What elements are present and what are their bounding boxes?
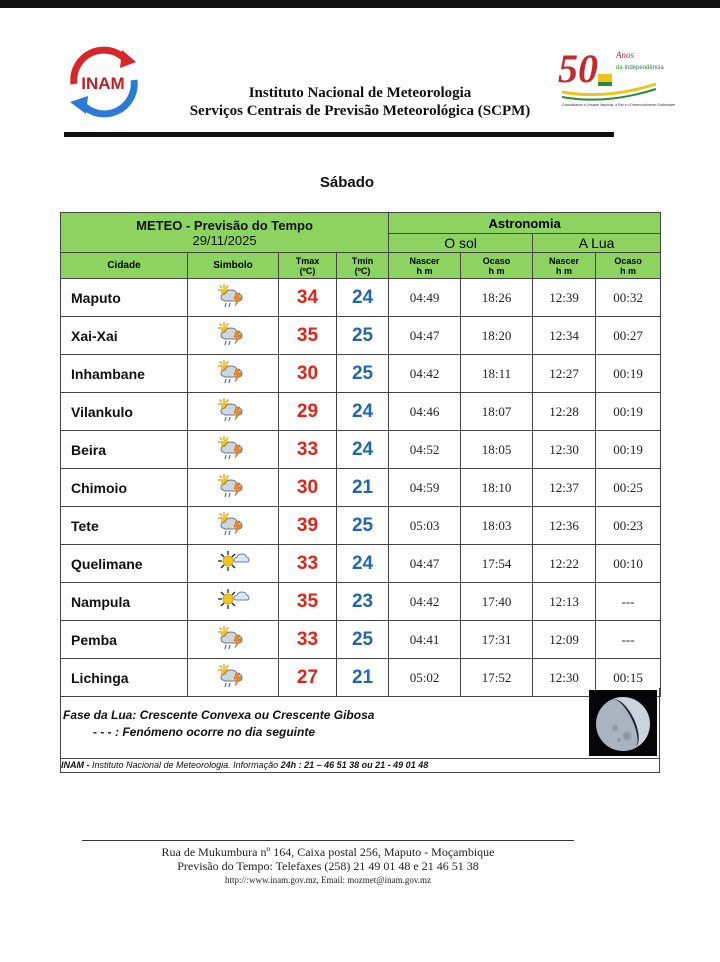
- col-moonset-label: Ocaso: [614, 255, 642, 266]
- anniversary-word: Anos: [616, 50, 634, 60]
- sun-header: O sol: [389, 234, 533, 253]
- tmin-cell: 24: [337, 431, 389, 469]
- anniversary-sub: da Independência: [616, 65, 664, 71]
- sunset-cell: 18:10: [461, 469, 533, 507]
- storm-cloud-icon: [188, 355, 279, 393]
- moonrise-cell: 12:27: [533, 355, 596, 393]
- sunrise-cell: 04:59: [389, 469, 461, 507]
- moonset-cell: 00:19: [596, 431, 661, 469]
- tmin-cell: 23: [337, 583, 389, 621]
- table-row: [61, 469, 661, 507]
- sunset-cell: 17:54: [461, 545, 533, 583]
- tmax-cell: 33: [279, 621, 337, 659]
- top-bar: [0, 0, 720, 8]
- col-tmin: [337, 253, 389, 279]
- forecast-table: [60, 212, 661, 697]
- sunset-cell: 17:31: [461, 621, 533, 659]
- city-cell: Quelimane: [61, 545, 188, 583]
- tmax-cell: 34: [279, 279, 337, 317]
- table-row: [61, 393, 661, 431]
- moonset-cell: ---: [596, 621, 661, 659]
- tmax-cell: 33: [279, 431, 337, 469]
- city-cell: Xai-Xai: [61, 317, 188, 355]
- tmin-cell: 25: [337, 621, 389, 659]
- sunrise-cell: 04:46: [389, 393, 461, 431]
- info-line: [60, 758, 660, 773]
- table-row: [61, 355, 661, 393]
- moonrise-cell: 12:28: [533, 393, 596, 431]
- table-row: [61, 583, 661, 621]
- col-sunset-label: Ocaso: [482, 255, 511, 266]
- city-cell: Tete: [61, 507, 188, 545]
- sunset-cell: 18:26: [461, 279, 533, 317]
- city-cell: Beira: [61, 431, 188, 469]
- tmax-cell: 29: [279, 393, 337, 431]
- moonrise-cell: 12:09: [533, 621, 596, 659]
- sunrise-cell: 04:47: [389, 317, 461, 355]
- organization-title: [150, 84, 570, 120]
- next-day-note: - - - : Fenómeno ocorre no dia seguinte: [93, 725, 316, 739]
- col-tmax: [279, 253, 337, 279]
- storm-cloud-icon: [188, 393, 279, 431]
- sunrise-cell: 04:41: [389, 621, 461, 659]
- sunrise-cell: 04:49: [389, 279, 461, 317]
- sunset-cell: 18:05: [461, 431, 533, 469]
- moonrise-cell: 12:39: [533, 279, 596, 317]
- meteo-header: [61, 213, 389, 253]
- meteo-title: METEO - Previsão do Tempo: [136, 217, 313, 233]
- col-moonrise-unit: h m: [556, 265, 573, 276]
- tmax-cell: 33: [279, 545, 337, 583]
- col-tmax-unit: (ºC): [299, 265, 316, 276]
- col-city: Cidade: [61, 253, 188, 279]
- table-row: [61, 545, 661, 583]
- sunrise-cell: 05:02: [389, 659, 461, 697]
- sunrise-cell: 04:47: [389, 545, 461, 583]
- forecast-day: Sábado: [319, 174, 375, 191]
- table-row: [61, 431, 661, 469]
- footer: [82, 845, 574, 887]
- storm-cloud-icon: [188, 621, 279, 659]
- sun-cloud-icon: [188, 583, 279, 621]
- moonset-cell: 00:32: [596, 279, 661, 317]
- city-cell: Lichinga: [61, 659, 188, 697]
- moonrise-cell: 12:30: [533, 431, 596, 469]
- moonset-cell: 00:15: [596, 659, 661, 697]
- city-cell: Chimoio: [61, 469, 188, 507]
- anniversary-motto: Consolidando a Unidade Nacional, a Paz e o Desenvolvimento Sustentável: [562, 103, 676, 107]
- anniversary-logo: [556, 44, 676, 110]
- footer-divider: [82, 840, 574, 841]
- moonset-cell: 00:19: [596, 393, 661, 431]
- moonset-cell: ---: [596, 583, 661, 621]
- anniversary-number: 50: [558, 46, 598, 91]
- col-sunrise-unit: h m: [416, 265, 433, 276]
- info-text: Instituto Nacional de Meteorologia. Informação: [89, 760, 281, 770]
- col-moonrise-label: Nascer: [549, 255, 580, 266]
- tmax-cell: 30: [279, 355, 337, 393]
- table-row: [61, 507, 661, 545]
- storm-cloud-icon: [188, 317, 279, 355]
- moon-phase-icon: [589, 690, 657, 756]
- moonset-cell: 00:25: [596, 469, 661, 507]
- sunset-cell: 17:40: [461, 583, 533, 621]
- tmin-cell: 25: [337, 355, 389, 393]
- moonrise-cell: 12:37: [533, 469, 596, 507]
- tmin-cell: 21: [337, 659, 389, 697]
- tmin-cell: 24: [337, 545, 389, 583]
- storm-cloud-icon: [188, 507, 279, 545]
- info-phone: 24h : 21 – 46 51 38 ou 21 - 49 01 48: [280, 760, 429, 770]
- tmax-cell: 39: [279, 507, 337, 545]
- moon-header: A Lua: [533, 234, 661, 253]
- tmin-cell: 21: [337, 469, 389, 507]
- moonrise-cell: 12:36: [533, 507, 596, 545]
- col-tmin-unit: (ºC): [354, 265, 371, 276]
- footer-address: Rua de Mukumbura nº 164, Caixa postal 256, Maputo - Moçambique: [161, 845, 495, 859]
- moonrise-cell: 12:13: [533, 583, 596, 621]
- forecast-date: 29/11/2025: [192, 232, 257, 248]
- tmax-cell: 30: [279, 469, 337, 507]
- col-symbol: Simbolo: [188, 253, 279, 279]
- table-row: [61, 317, 661, 355]
- moonrise-cell: 12:34: [533, 317, 596, 355]
- info-brand: INAM -: [61, 760, 90, 770]
- city-cell: Inhambane: [61, 355, 188, 393]
- tmax-cell: 35: [279, 583, 337, 621]
- storm-cloud-icon: [188, 431, 279, 469]
- tmin-cell: 24: [337, 279, 389, 317]
- tmin-cell: 25: [337, 507, 389, 545]
- sunrise-cell: 04:52: [389, 431, 461, 469]
- sunrise-cell: 04:42: [389, 355, 461, 393]
- tmin-cell: 25: [337, 317, 389, 355]
- storm-cloud-icon: [188, 279, 279, 317]
- sun-cloud-icon: [188, 545, 279, 583]
- inam-logo-text: INAM: [81, 74, 125, 93]
- col-sunset-unit: h m: [488, 265, 505, 276]
- table-row: [61, 621, 661, 659]
- city-cell: Nampula: [61, 583, 188, 621]
- notes-box: [60, 688, 660, 759]
- moonrise-cell: 12:30: [533, 659, 596, 697]
- col-moonset-unit: h m: [620, 265, 637, 276]
- sunrise-cell: 05:03: [389, 507, 461, 545]
- sunset-cell: 18:20: [461, 317, 533, 355]
- footer-phones: Previsão do Tempo: Telefaxes (258) 21 49 01 48 e 21 46 51 38: [177, 859, 479, 873]
- org-name: Instituto Nacional de Meteorologia: [248, 85, 472, 101]
- sunset-cell: 18:11: [461, 355, 533, 393]
- col-tmax-label: Tmax: [295, 255, 320, 266]
- sunset-cell: 17:52: [461, 659, 533, 697]
- sunset-cell: 18:03: [461, 507, 533, 545]
- city-cell: Vilankulo: [61, 393, 188, 431]
- col-moonrise: [533, 253, 596, 279]
- moon-phase-note: Fase da Lua: Crescente Convexa ou Crescente Gibosa: [63, 708, 375, 722]
- sunset-cell: 18:07: [461, 393, 533, 431]
- moonset-cell: 00:27: [596, 317, 661, 355]
- col-moonset: [596, 253, 661, 279]
- tmax-cell: 35: [279, 317, 337, 355]
- footer-web: http://:www.inam.gov.mz, Email: mozmet@inam.gov.mz: [224, 875, 431, 885]
- moonrise-cell: 12:22: [533, 545, 596, 583]
- city-cell: Maputo: [61, 279, 188, 317]
- storm-cloud-icon: [188, 469, 279, 507]
- inam-logo: [62, 44, 144, 118]
- tmin-cell: 24: [337, 393, 389, 431]
- col-tmin-label: Tmin: [351, 255, 374, 266]
- col-sunset: [461, 253, 533, 279]
- moonset-cell: 00:23: [596, 507, 661, 545]
- table-row: [61, 279, 661, 317]
- col-sunrise: [389, 253, 461, 279]
- city-cell: Pemba: [61, 621, 188, 659]
- col-sunrise-label: Nascer: [409, 255, 440, 266]
- org-department: Serviços Centrais de Previsão Meteorológica (SCPM): [189, 103, 531, 119]
- moonset-cell: 00:10: [596, 545, 661, 583]
- astronomy-header: Astronomia: [389, 213, 661, 234]
- moonset-cell: 00:19: [596, 355, 661, 393]
- header-divider: [64, 132, 614, 137]
- sunrise-cell: 04:42: [389, 583, 461, 621]
- forecast-rows: [61, 279, 661, 697]
- tmax-cell: 27: [279, 659, 337, 697]
